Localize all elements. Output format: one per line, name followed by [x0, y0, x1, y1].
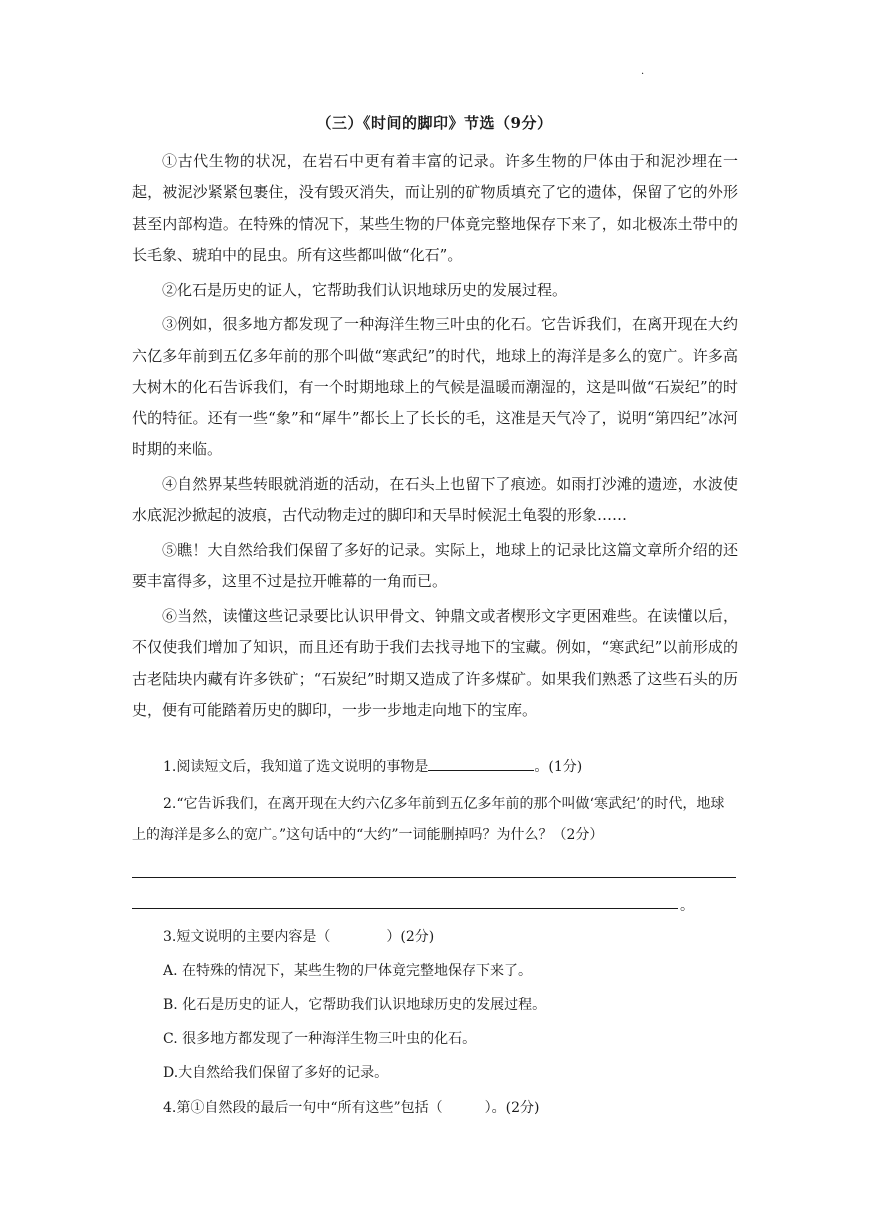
question-2-answer-line-2[interactable]: [132, 908, 678, 909]
paragraph-4: ④自然界某些转眼就消逝的活动，在石头上也留下了痕迹。如雨打沙滩的遗迹，水波使水底泥沙掀起的波痕，古代动物走过的脚印和天旱时候泥土龟裂的形象……: [132, 475, 738, 525]
paragraph-6: ⑥当然，读懂这些记录要比认识甲骨文、钟鼎文或者楔形文字更困难些。在读懂以后，不仅使我们增加了知识，而且还有助于我们去找寻地下的宝藏。例如，“寒武纪”以前形成的古老陆块内藏有许多铁矿；“石炭纪”时期又造成了许多煤矿。如果我们熟悉了这些石头的历史，便有可能踏着历史的脚印，一步一步地走向地下的宝库。: [132, 607, 738, 719]
option-b[interactable]: B. 化石是历史的证人，它帮助我们认识地球历史的发展过程。: [163, 997, 547, 1013]
question-2: 2.“它告诉我们，在离开现在大约六亿多年前到五亿多年前的那个叫做‘寒武纪’的时代，地球上的海洋是多么的宽广。”这句话中的“大约”一词能删掉吗？为什么？（2分）: [132, 796, 725, 844]
page-dot: .: [641, 66, 645, 77]
reading-passage: [132, 146, 738, 730]
question-1-answer-blank[interactable]: [428, 756, 534, 771]
paragraph-2: ②化石是历史的证人，它帮助我们认识地球历史的发展过程。: [162, 280, 568, 299]
option-c[interactable]: C. 很多地方都发现了一种海洋生物三叶虫的化石。: [163, 1031, 477, 1047]
paragraph-5: ⑤瞧！大自然给我们保留了多好的记录。实际上，地球上的记录比这篇文章所介绍的还要丰富得多，这里不过是拉开帷幕的一角而已。: [132, 541, 738, 591]
question-1-text: 1.阅读短文后，我知道了选文说明的事物是: [163, 759, 429, 775]
question-1-points: 。(1分): [534, 759, 583, 775]
option-d[interactable]: D.大自然给我们保留了多好的记录。: [163, 1065, 389, 1081]
question-2-end-mark: 。: [680, 898, 694, 914]
question-3: 3.短文说明的主要内容是（ ）(2分): [163, 929, 435, 945]
paragraph-1: ①古代生物的状况，在岩石中更有着丰富的记录。许多生物的尸体由于和泥沙埋在一起，被泥沙紧紧包裹住，没有毁灭消失，而让别的矿物质填充了它的遗体，保留了它的外形甚至内部构造。在特殊的情况下，某些生物的尸体竟完整地保存下来了，如北极冻土带中的长毛象、琥珀中的昆虫。所有这些都叫做“化石”。: [132, 152, 738, 264]
question-2-answer-line-1[interactable]: [132, 877, 736, 878]
section-title: （三）《时间的脚印》节选（9分）: [316, 114, 553, 132]
option-a[interactable]: A. 在特殊的情况下，某些生物的尸体竟完整地保存下来了。: [163, 963, 533, 979]
paragraph-3: ③例如，很多地方都发现了一种海洋生物三叶虫的化石。它告诉我们，在离开现在大约六亿多年前到五亿多年前的那个叫做“寒武纪”的时代，地球上的海洋是多么的宽广。许多高大树木的化石告诉我们，有一个时期地球上的气候是温暖而潮湿的，这是叫做“石炭纪”的时代的特征。还有一些“象”和“犀牛”都长上了长长的毛，这准是天气冷了，说明“第四纪”冰河时期的来临。: [132, 315, 738, 459]
question-1: [163, 752, 582, 783]
question-4: 4.第①自然段的最后一句中“所有这些”包括（ ）。(2分): [163, 1100, 540, 1116]
